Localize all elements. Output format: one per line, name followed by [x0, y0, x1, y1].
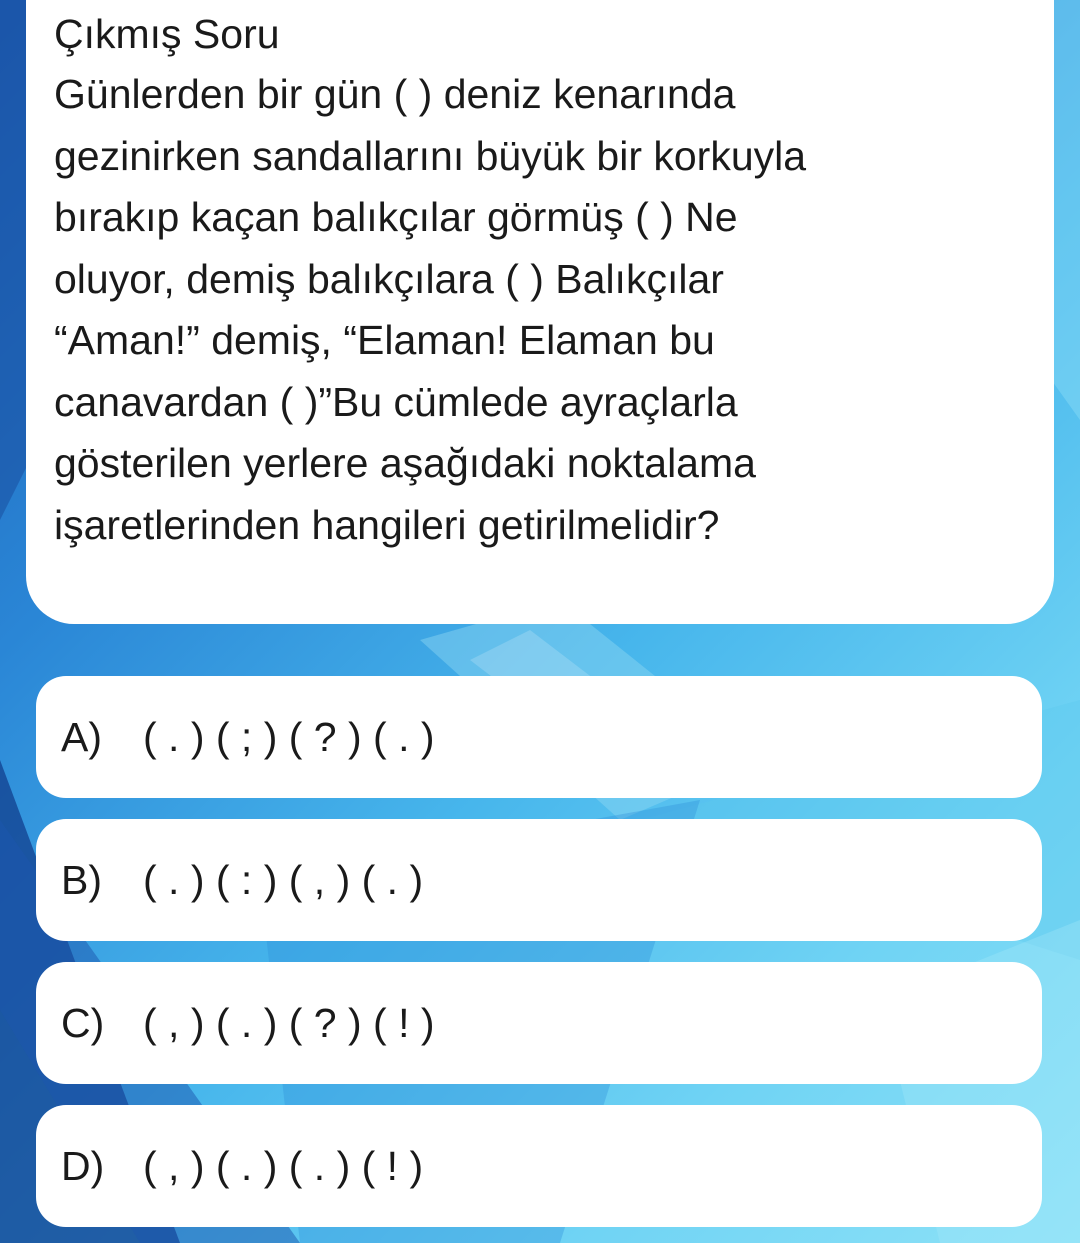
question-line: işaretlerinden hangileri getirilmelidir?	[54, 501, 720, 548]
answer-option-b[interactable]	[36, 819, 1042, 941]
option-letter: C)	[61, 999, 105, 1046]
answer-option-d[interactable]	[36, 1105, 1042, 1227]
option-letter: D)	[61, 1142, 105, 1189]
question-line: gösterilen yerlere aşağıdaki noktalama	[54, 440, 756, 486]
question-line: gezinirken sandallarını büyük bir korkuyla	[54, 132, 807, 179]
question-text	[54, 64, 1034, 556]
option-text: ( , ) ( . ) ( . ) ( ! )	[143, 1142, 424, 1189]
answer-option-a[interactable]	[36, 676, 1042, 798]
question-line: “Aman!” demiş, “Elaman! Elaman bu	[54, 317, 715, 363]
answer-option-c[interactable]	[36, 962, 1042, 1084]
question-line: bırakıp kaçan balıkçılar görmüş ( ) Ne	[54, 194, 738, 240]
option-text: ( , ) ( . ) ( ? ) ( ! )	[143, 999, 435, 1046]
option-text: ( . ) ( : ) ( , ) ( . )	[143, 856, 424, 903]
question-line: canavardan ( )”Bu cümlede ayraçlarla	[54, 378, 738, 425]
question-card	[26, 0, 1054, 624]
option-letter: B)	[61, 856, 102, 903]
option-letter: A)	[61, 713, 102, 760]
question-line: Günlerden bir gün ( ) deniz kenarında	[54, 71, 736, 117]
question-label: Çıkmış Soru	[54, 11, 280, 57]
question-line: oluyor, demiş balıkçılara ( ) Balıkçılar	[54, 255, 724, 302]
option-text: ( . ) ( ; ) ( ? ) ( . )	[143, 713, 435, 760]
